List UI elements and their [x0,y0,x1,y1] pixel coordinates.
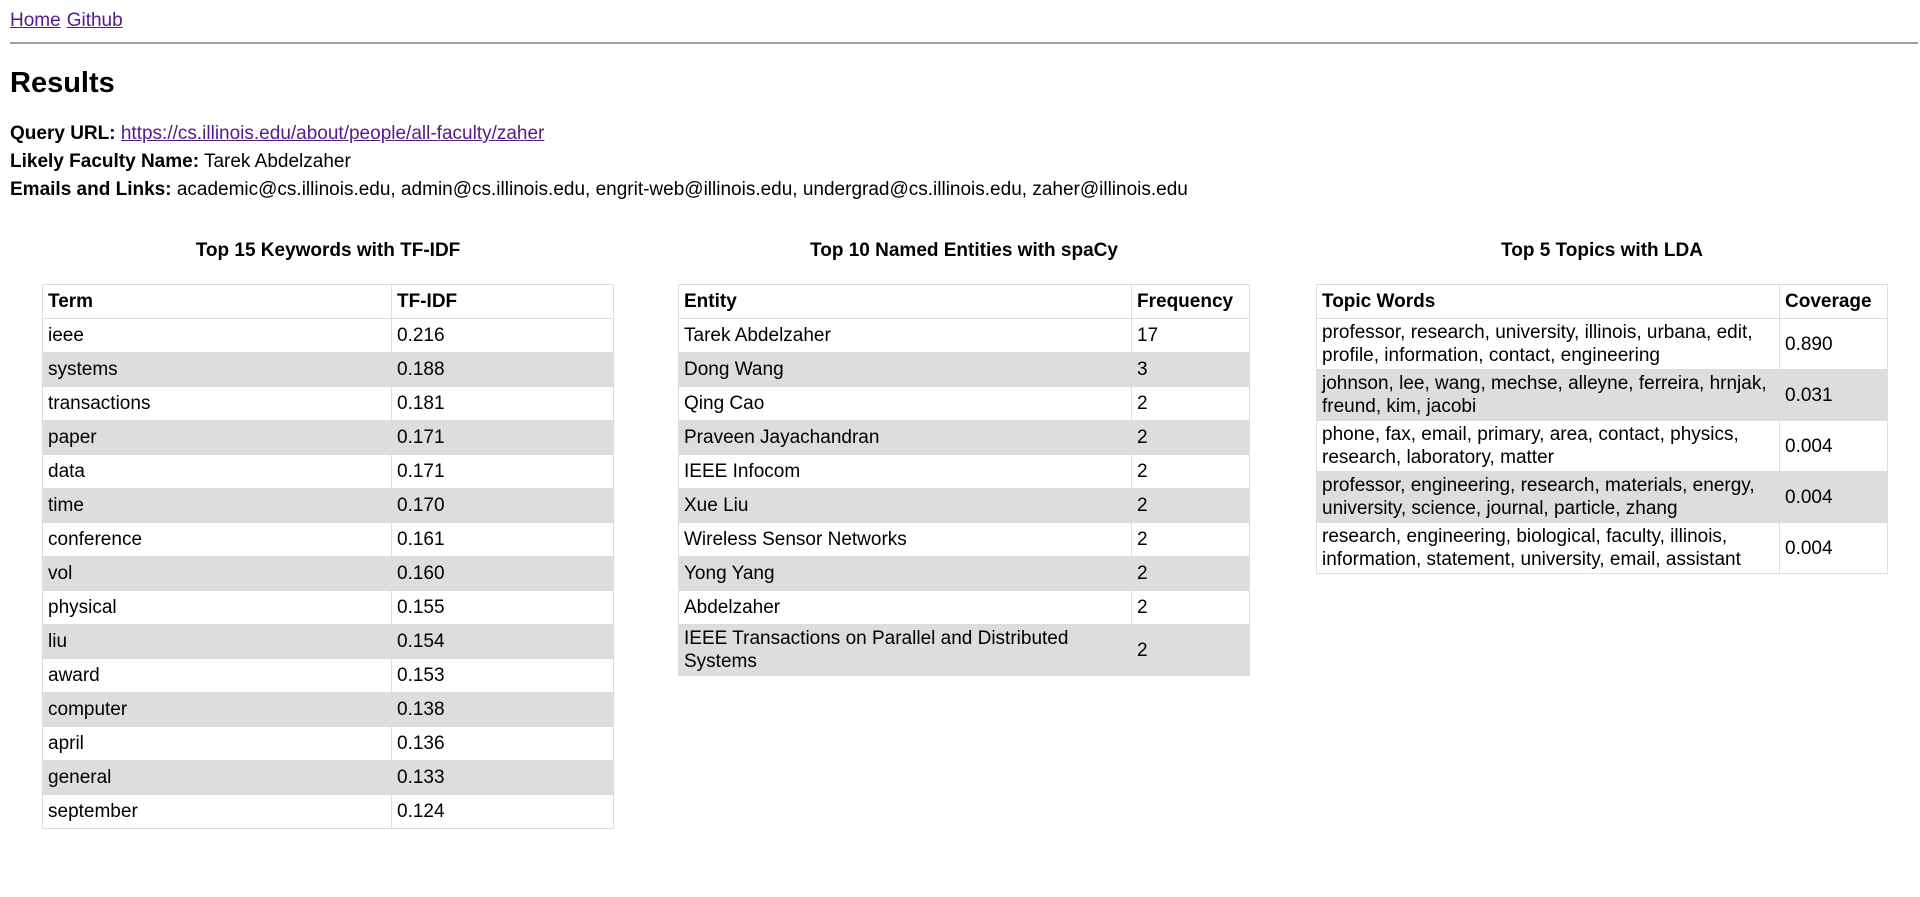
table-cell: 0.890 [1780,319,1888,370]
table-row [679,489,1250,523]
keywords-caption: Top 15 Keywords with TF-IDF [195,240,461,261]
table-row [43,761,614,795]
topics-caption: Top 5 Topics with LDA [1501,240,1703,261]
table-row [43,625,614,659]
table-row [679,387,1250,421]
table-cell: 0.171 [392,421,614,455]
column-header-term: Term [43,285,392,319]
topics-section [1316,238,1888,574]
table-cell: 0.031 [1780,370,1888,421]
table-cell: Abdelzaher [679,591,1132,625]
table-cell: IEEE Transactions on Parallel and Distributed Systems [679,625,1132,676]
table-cell: 2 [1132,523,1250,557]
keywords-table [42,284,614,829]
table-row [679,523,1250,557]
table-cell: 0.136 [392,727,614,761]
table-cell: 2 [1132,557,1250,591]
entities-caption: Top 10 Named Entities with spaCy [810,240,1118,261]
query-url-label: Query URL: [10,123,116,144]
table-cell: 2 [1132,421,1250,455]
table-row [43,421,614,455]
table-cell: Yong Yang [679,557,1132,591]
emails-line [10,176,1910,204]
topics-table [1316,284,1888,574]
table-cell: 0.216 [392,319,614,353]
header-divider [10,42,1918,44]
table-cell: 2 [1132,489,1250,523]
table-row [1317,421,1888,472]
table-cell: 0.133 [392,761,614,795]
table-row [679,557,1250,591]
top-nav [10,0,1910,32]
column-header-frequency: Frequency [1132,285,1250,319]
table-cell: 0.161 [392,523,614,557]
table-cell: 0.154 [392,625,614,659]
table-cell: award [43,659,392,693]
table-cell: Qing Cao [679,387,1132,421]
github-link[interactable]: Github [66,10,123,31]
table-cell: Praveen Jayachandran [679,421,1132,455]
table-cell: phone, fax, email, primary, area, contact, physics, research, laboratory, matter [1317,421,1780,472]
table-cell: 0.004 [1780,523,1888,574]
table-row [1317,370,1888,421]
table-header-row [43,285,614,319]
table-row [1317,472,1888,523]
table-cell: johnson, lee, wang, mechse, alleyne, ferreira, hrnjak, freund, kim, jacobi [1317,370,1780,421]
table-cell: 2 [1132,591,1250,625]
table-row [43,489,614,523]
entities-section [678,238,1250,676]
table-row [679,625,1250,676]
emails-value: academic@cs.illinois.edu, admin@cs.illinois.edu, engrit-web@illinois.edu, undergrad@cs.illinois.edu, zaher@illinois.edu [176,179,1188,200]
table-row [679,353,1250,387]
table-cell: 0.004 [1780,421,1888,472]
table-cell: liu [43,625,392,659]
table-cell: 2 [1132,387,1250,421]
table-row [43,319,614,353]
table-row [43,523,614,557]
table-row [679,421,1250,455]
table-cell: 0.170 [392,489,614,523]
table-cell: 0.160 [392,557,614,591]
table-cell: paper [43,421,392,455]
table-row [679,591,1250,625]
table-row [43,455,614,489]
table-cell: transactions [43,387,392,421]
table-cell: general [43,761,392,795]
table-cell: 17 [1132,319,1250,353]
table-row [43,693,614,727]
table-cell: professor, research, university, illinois, urbana, edit, profile, information, contact, engineering [1317,319,1780,370]
table-row [43,659,614,693]
page-title: Results [10,67,115,99]
table-cell: ieee [43,319,392,353]
table-cell: Xue Liu [679,489,1132,523]
table-cell: vol [43,557,392,591]
table-cell: 0.171 [392,455,614,489]
table-row [43,353,614,387]
faculty-name-label: Likely Faculty Name: [10,151,200,172]
table-row [1317,523,1888,574]
table-row [679,455,1250,489]
column-header-coverage: Coverage [1780,285,1888,319]
table-cell: 0.153 [392,659,614,693]
table-cell: conference [43,523,392,557]
table-cell: data [43,455,392,489]
column-header-entity: Entity [679,285,1132,319]
table-row [679,319,1250,353]
table-cell: 0.138 [392,693,614,727]
table-header-row [1317,285,1888,319]
table-cell: 2 [1132,625,1250,676]
table-cell: 0.124 [392,795,614,829]
table-row [43,795,614,829]
table-row [43,727,614,761]
table-cell: september [43,795,392,829]
table-cell: 0.181 [392,387,614,421]
table-cell: professor, engineering, research, materials, energy, university, science, journal, particle, zhang [1317,472,1780,523]
table-row [1317,319,1888,370]
table-cell: 3 [1132,353,1250,387]
table-cell: computer [43,693,392,727]
keywords-section [42,238,614,829]
entities-table [678,284,1250,676]
table-cell: 0.188 [392,353,614,387]
query-url-link[interactable]: https://cs.illinois.edu/about/people/all-faculty/zaher [120,123,545,144]
table-header-row [679,285,1250,319]
table-cell: Dong Wang [679,353,1132,387]
table-cell: systems [43,353,392,387]
table-cell: Tarek Abdelzaher [679,319,1132,353]
column-header-topic-words: Topic Words [1317,285,1780,319]
table-cell: research, engineering, biological, faculty, illinois, information, statement, university, email, assistant [1317,523,1780,574]
table-cell: physical [43,591,392,625]
page [0,0,1920,204]
table-cell: Wireless Sensor Networks [679,523,1132,557]
table-cell: 2 [1132,455,1250,489]
table-cell: IEEE Infocom [679,455,1132,489]
faculty-name-line [10,148,1910,176]
query-url-line [10,120,1910,148]
table-row [43,557,614,591]
home-link[interactable]: Home [10,10,61,31]
column-header-tfidf: TF-IDF [392,285,614,319]
emails-label: Emails and Links: [10,179,172,200]
table-cell: time [43,489,392,523]
results-tables [0,238,1920,878]
table-row [43,591,614,625]
table-cell: 0.004 [1780,472,1888,523]
table-cell: april [43,727,392,761]
table-cell: 0.155 [392,591,614,625]
faculty-name-value: Tarek Abdelzaher [203,151,351,172]
table-row [43,387,614,421]
